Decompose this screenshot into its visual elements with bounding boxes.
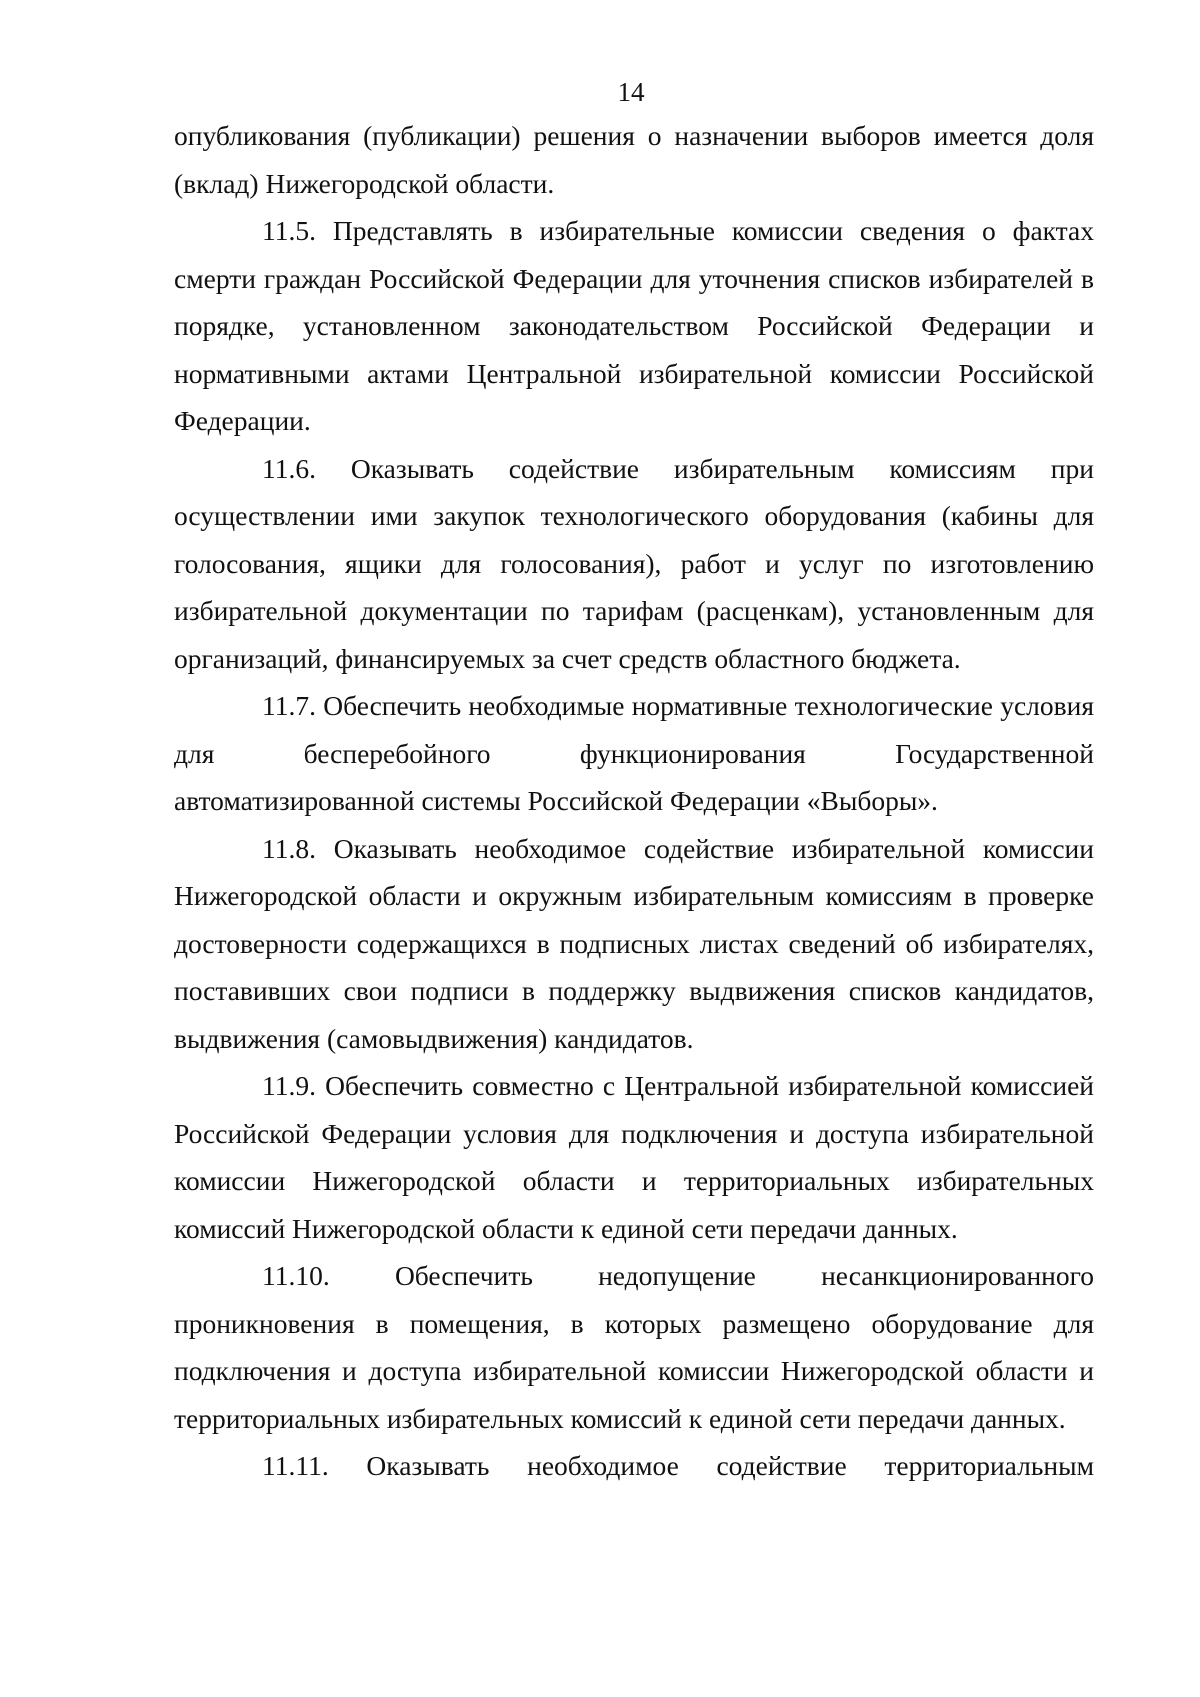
paragraph-11-5: 11.5. Представлять в избирательные комиссии сведения о фактах смерти граждан Российской Федерации для уточнения списков избирателей в порядке, установленном законодательством Российской Федерации и нормативными актами Центральной избирательной комиссии Российской Федерации. [174, 215, 1094, 436]
paragraph-11-6: 11.6. Оказывать содействие избирательным комиссиям при осуществлении ими закупок технологического оборудования (кабины для голосования, ящики для голосования), работ и услуг по изготовлению избирательной документации по тарифам (расценкам), установленным для организаций, финансируемых за счет средств областного бюджета. [174, 452, 1094, 674]
paragraph-continuation: опубликования (публикации) решения о назначении выборов имеется доля (вклад) Нижегородской области. [174, 120, 1094, 199]
paragraph-11-7: 11.7. Обеспечить необходимые нормативные технологические условия для бесперебойного функционирования Государственной автоматизированной системы Российской Федерации «Выборы». [174, 690, 1094, 816]
paragraph-11-11: 11.11. Оказывать необходимое содействие территориальным [262, 1450, 1094, 1481]
paragraph-11-10: 11.10. Обеспечить недопущение несанкционированного проникновения в помещения, в которых размещено оборудование для подключения и доступа избирательной комиссии Нижегородской области и территориальных избирательных комиссий к единой сети передачи данных. [174, 1260, 1094, 1434]
paragraph-11-9: 11.9. Обеспечить совместно с Центральной избирательной комиссией Российской Федерации условия для подключения и доступа избирательной комиссии Нижегородской области и территориальных избирательных комиссий Нижегородской области к единой сети передачи данных. [174, 1070, 1094, 1244]
page-number: 14 [617, 77, 645, 107]
paragraph-11-8: 11.8. Оказывать необходимое содействие избирательной комиссии Нижегородской области и окружным избирательным комиссиям в проверке достоверности содержащихся в подписных листах сведений об избирателях, поставивших свои подписи в поддержку выдвижения списков кандидатов, выдвижения (самовыдвижения) кандидатов. [174, 832, 1094, 1054]
document-body [174, 112, 1094, 1490]
